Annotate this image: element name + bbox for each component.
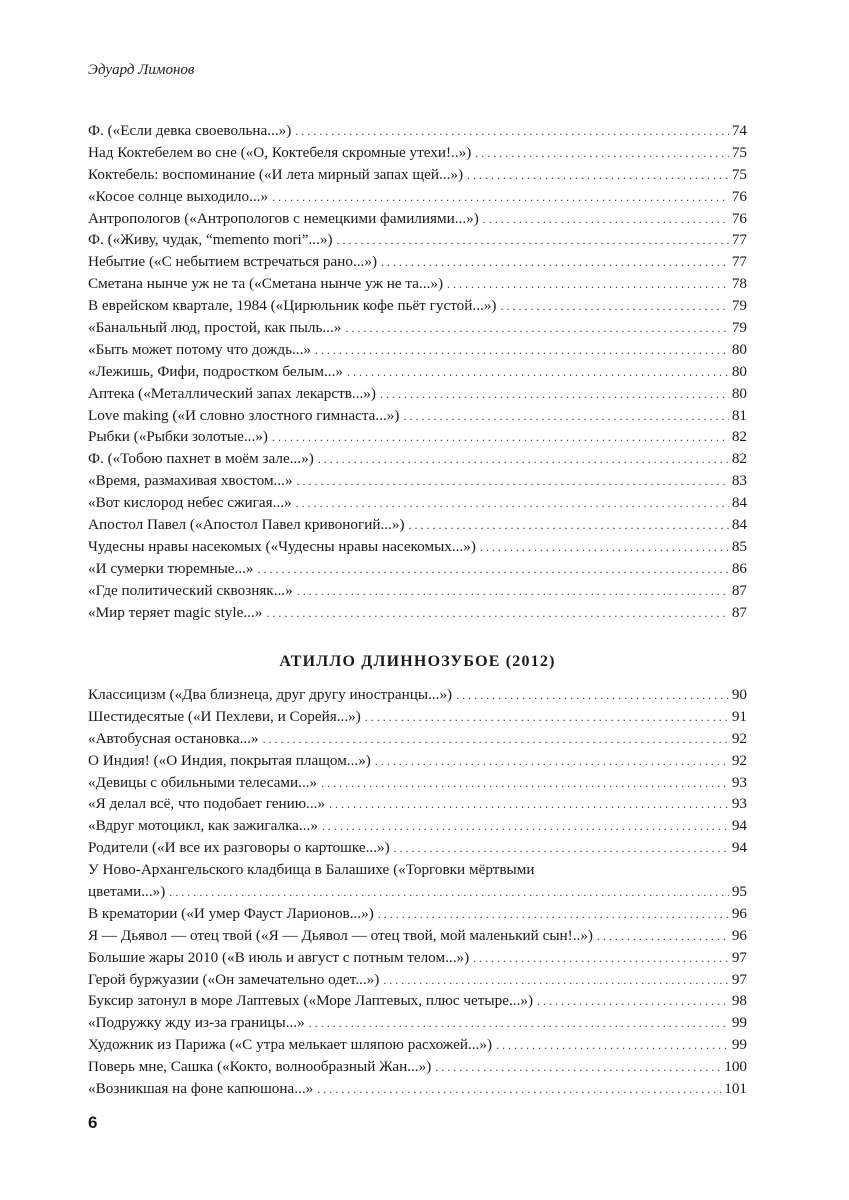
toc-entry bbox=[88, 273, 747, 295]
dot-leader bbox=[378, 904, 729, 926]
toc-entry-title: В еврейском квартале, 1984 («Цирюльник кофе пьёт густой...») bbox=[88, 297, 497, 315]
toc-entry-page: 97 bbox=[731, 970, 747, 988]
toc-entry bbox=[88, 492, 747, 514]
toc-entry bbox=[88, 251, 747, 273]
dot-leader bbox=[309, 1013, 729, 1035]
toc-entry-title: «Возникшая на фоне капюшона...» bbox=[88, 1080, 314, 1098]
dot-leader bbox=[394, 838, 729, 860]
toc-entry bbox=[88, 881, 747, 903]
dot-leader bbox=[435, 1057, 721, 1079]
toc-entry-title: «Вот кислород небес сжигая...» bbox=[88, 494, 292, 512]
dot-leader bbox=[500, 296, 728, 318]
toc-entry-title: «Вдруг мотоцикл, как зажигалка...» bbox=[88, 817, 318, 835]
dot-leader bbox=[169, 882, 729, 904]
dot-leader bbox=[315, 340, 729, 362]
toc-entry bbox=[88, 750, 747, 772]
toc-entry bbox=[88, 295, 747, 317]
toc-entry bbox=[88, 706, 747, 728]
toc-list-part2 bbox=[88, 684, 747, 1100]
toc-entry-page: 84 bbox=[731, 516, 747, 534]
toc-entry-page: 76 bbox=[731, 187, 747, 205]
toc-entry bbox=[88, 470, 747, 492]
dot-leader bbox=[347, 362, 729, 384]
toc-entry bbox=[88, 120, 747, 142]
toc-entry-page: 83 bbox=[731, 472, 747, 490]
toc-entry-page: 94 bbox=[731, 817, 747, 835]
toc-entry-page: 96 bbox=[731, 926, 747, 944]
toc-entry-title: Поверь мне, Сашка («Кокто, волнообразный Жан...») bbox=[88, 1058, 432, 1076]
toc-entry-page: 77 bbox=[731, 253, 747, 271]
toc-entry-title: Коктебель: воспоминание («И лета мирный запах щей...») bbox=[88, 165, 464, 183]
dot-leader bbox=[496, 1035, 729, 1057]
toc-entry-page: 75 bbox=[731, 143, 747, 161]
toc-entry bbox=[88, 1078, 747, 1100]
dot-leader bbox=[272, 427, 729, 449]
toc-entry-page: 98 bbox=[731, 992, 747, 1010]
dot-leader bbox=[475, 143, 729, 165]
toc-entry bbox=[88, 580, 747, 602]
dot-leader bbox=[467, 165, 729, 187]
toc-entry-title: Шестидесятые («И Пехлеви, и Сорейя...») bbox=[88, 707, 361, 725]
toc-entry-page: 99 bbox=[731, 1014, 747, 1032]
toc-entry bbox=[88, 815, 747, 837]
toc-entry-page: 80 bbox=[731, 384, 747, 402]
toc-entry-title: Буксир затонул в море Лаптевых («Море Лаптевых, плюс четыре...») bbox=[88, 992, 534, 1010]
toc-entry bbox=[88, 602, 747, 624]
toc-entry-page: 79 bbox=[731, 297, 747, 315]
dot-leader bbox=[266, 603, 728, 625]
toc-entry-page: 79 bbox=[731, 319, 747, 337]
toc-entry-title: Love making («И словно злостного гимнаста...») bbox=[88, 406, 400, 424]
dot-leader bbox=[297, 581, 729, 603]
dot-leader bbox=[403, 406, 728, 428]
toc-entry-title: У Ново-Архангельского кладбища в Балашихе («Торговки мёртвыми bbox=[88, 861, 535, 879]
toc-entry-title: «Быть может потому что дождь...» bbox=[88, 340, 311, 358]
toc-entry-page: 96 bbox=[731, 904, 747, 922]
toc-entry-title: Герой буржуазии («Он замечательно одет...») bbox=[88, 970, 380, 988]
toc-list-part1 bbox=[88, 120, 747, 623]
toc-entry-page: 93 bbox=[731, 795, 747, 813]
toc-entry bbox=[88, 339, 747, 361]
toc-entry-title: «Банальный люд, простой, как пыль...» bbox=[88, 319, 342, 337]
toc-entry bbox=[88, 383, 747, 405]
toc-entry bbox=[88, 514, 747, 536]
toc-entry-title: «Время, размахивая хвостом...» bbox=[88, 472, 293, 490]
dot-leader bbox=[297, 471, 729, 493]
toc-entry bbox=[88, 558, 747, 580]
toc-entry-title: цветами...») bbox=[88, 883, 166, 901]
toc-entry bbox=[88, 793, 747, 815]
toc-entry-page: 78 bbox=[731, 275, 747, 293]
toc-entry-page: 92 bbox=[731, 729, 747, 747]
dot-leader bbox=[365, 707, 729, 729]
toc-entry bbox=[88, 1012, 747, 1034]
toc-entry bbox=[88, 448, 747, 470]
toc-entry-page: 82 bbox=[731, 450, 747, 468]
toc-entry-title: «Мир теряет magic style...» bbox=[88, 603, 263, 621]
dot-leader bbox=[456, 685, 729, 707]
toc-entry bbox=[88, 536, 747, 558]
toc-entry-title: Ф. («Тобою пахнет в моём зале...») bbox=[88, 450, 314, 468]
toc-entry-page: 76 bbox=[731, 209, 747, 227]
toc-entry-page: 80 bbox=[731, 362, 747, 380]
toc-entry bbox=[88, 186, 747, 208]
toc-entry-title: Аптека («Металлический запах лекарств...») bbox=[88, 384, 376, 402]
toc-entry bbox=[88, 969, 747, 991]
toc-entry-title: Небытие («С небытием встречаться рано...») bbox=[88, 253, 378, 271]
dot-leader bbox=[537, 991, 729, 1013]
dot-leader bbox=[296, 493, 729, 515]
dot-leader bbox=[380, 384, 729, 406]
toc-entry bbox=[88, 361, 747, 383]
toc-entry bbox=[88, 317, 747, 339]
toc-entry bbox=[88, 684, 747, 706]
toc-entry-title: О Индия! («О Индия, покрытая плащом...») bbox=[88, 751, 371, 769]
toc-entry-page: 87 bbox=[731, 603, 747, 621]
dot-leader bbox=[329, 794, 729, 816]
toc-entry-page: 97 bbox=[731, 948, 747, 966]
dot-leader bbox=[337, 230, 729, 252]
toc-entry-page: 93 bbox=[731, 773, 747, 791]
toc-entry-title: Чудесны нравы насекомых («Чудесны нравы насекомых...») bbox=[88, 537, 476, 555]
toc-entry bbox=[88, 925, 747, 947]
toc-entry-title: Антропологов («Антропологов с немецкими фамилиями...») bbox=[88, 209, 479, 227]
toc-entry-title: В крематории («И умер Фауст Ларионов...») bbox=[88, 904, 374, 922]
toc-entry-page: 92 bbox=[731, 751, 747, 769]
dot-leader bbox=[318, 449, 729, 471]
toc-entry-page: 80 bbox=[731, 340, 747, 358]
dot-leader bbox=[409, 515, 729, 537]
toc-entry-page: 100 bbox=[724, 1058, 747, 1076]
toc-entry-page: 82 bbox=[731, 428, 747, 446]
toc-entry bbox=[88, 142, 747, 164]
dot-leader bbox=[322, 816, 729, 838]
toc-entry-page: 84 bbox=[731, 494, 747, 512]
toc-entry-page: 85 bbox=[731, 537, 747, 555]
toc-entry bbox=[88, 947, 747, 969]
dot-leader bbox=[447, 274, 729, 296]
toc-entry-title: Я — Дьявол — отец твой («Я — Дьявол — отец твой, мой маленький сын!..») bbox=[88, 926, 593, 944]
toc-entry-page: 95 bbox=[731, 883, 747, 901]
dot-leader bbox=[263, 729, 729, 751]
toc-entry-page: 81 bbox=[731, 406, 747, 424]
toc-entry-page: 86 bbox=[731, 559, 747, 577]
toc-entry bbox=[88, 229, 747, 251]
dot-leader bbox=[317, 1079, 721, 1101]
toc-entry bbox=[88, 772, 747, 794]
dot-leader bbox=[597, 926, 729, 948]
dot-leader bbox=[321, 773, 729, 795]
toc-entry-title: «Подружку жду из-за границы...» bbox=[88, 1014, 305, 1032]
dot-leader bbox=[258, 559, 729, 581]
toc-entry-page: 75 bbox=[731, 165, 747, 183]
toc-entry bbox=[88, 1034, 747, 1056]
toc-entry-title: «Автобусная остановка...» bbox=[88, 729, 259, 747]
toc-entry bbox=[88, 1056, 747, 1078]
toc-entry-page: 101 bbox=[724, 1080, 747, 1098]
dot-leader bbox=[480, 537, 729, 559]
dot-leader bbox=[345, 318, 728, 340]
toc-entry-title: «И сумерки тюремные...» bbox=[88, 559, 254, 577]
toc-entry-title: «Где политический сквозняк...» bbox=[88, 581, 293, 599]
toc-entry bbox=[88, 164, 747, 186]
toc-entry bbox=[88, 837, 747, 859]
running-head: Эдуард Лимонов bbox=[88, 62, 195, 78]
toc-entry-page: 74 bbox=[731, 122, 747, 139]
toc-entry-page: 90 bbox=[731, 686, 747, 703]
dot-leader bbox=[483, 209, 729, 231]
toc-entry-title: Ф. («Если девка своевольна...») bbox=[88, 122, 292, 139]
toc-entry-title: Сметана нынче уж не та («Сметана нынче уж не та...») bbox=[88, 275, 444, 293]
dot-leader bbox=[272, 187, 729, 209]
toc-entry bbox=[88, 859, 747, 881]
toc-entry-title: Рыбки («Рыбки золотые...») bbox=[88, 428, 268, 446]
toc-entry-title: Над Коктебелем во сне («О, Коктебеля скромные утехи!..») bbox=[88, 143, 472, 161]
section-title: АТИЛЛО ДЛИННОЗУБОЕ (2012) bbox=[279, 653, 556, 670]
toc-entry-title: «Косое солнце выходило...» bbox=[88, 187, 269, 205]
toc-entry bbox=[88, 208, 747, 230]
dot-leader bbox=[383, 970, 729, 992]
toc-entry-title: Апостол Павел («Апостол Павел кривоногий...») bbox=[88, 516, 405, 534]
toc-entry-title: Родители («И все их разговоры о картошке...») bbox=[88, 839, 390, 857]
toc-entry-title: «Девицы с обильными телесами...» bbox=[88, 773, 318, 791]
toc-entry bbox=[88, 990, 747, 1012]
toc-entry bbox=[88, 405, 747, 427]
dot-leader bbox=[295, 121, 729, 143]
toc-entry-title: «Я делал всё, что подобает гению...» bbox=[88, 795, 326, 813]
toc-entry-title: Классицизм («Два близнеца, друг другу иностранцы...») bbox=[88, 686, 453, 703]
toc-entry-page: 77 bbox=[731, 231, 747, 249]
toc-entry-title: Художник из Парижа («С утра мелькает шляпою расхожей...») bbox=[88, 1036, 493, 1054]
toc-entry bbox=[88, 903, 747, 925]
toc-entry bbox=[88, 728, 747, 750]
toc-entry-title: Большие жары 2010 («В июль и август с потным телом...») bbox=[88, 948, 470, 966]
toc-entry-page: 99 bbox=[731, 1036, 747, 1054]
toc-entry-title: «Лежишь, Фифи, подростком белым...» bbox=[88, 362, 343, 380]
toc-entry-page: 94 bbox=[731, 839, 747, 857]
dot-leader bbox=[473, 948, 729, 970]
dot-leader bbox=[381, 252, 729, 274]
toc-entry-page: 91 bbox=[731, 707, 747, 725]
page-number: 6 bbox=[88, 1113, 98, 1132]
toc-entry bbox=[88, 426, 747, 448]
toc-entry-page: 87 bbox=[731, 581, 747, 599]
dot-leader bbox=[375, 751, 729, 773]
toc-entry-title: Ф. («Живу, чудак, “memento mori”...») bbox=[88, 231, 333, 249]
